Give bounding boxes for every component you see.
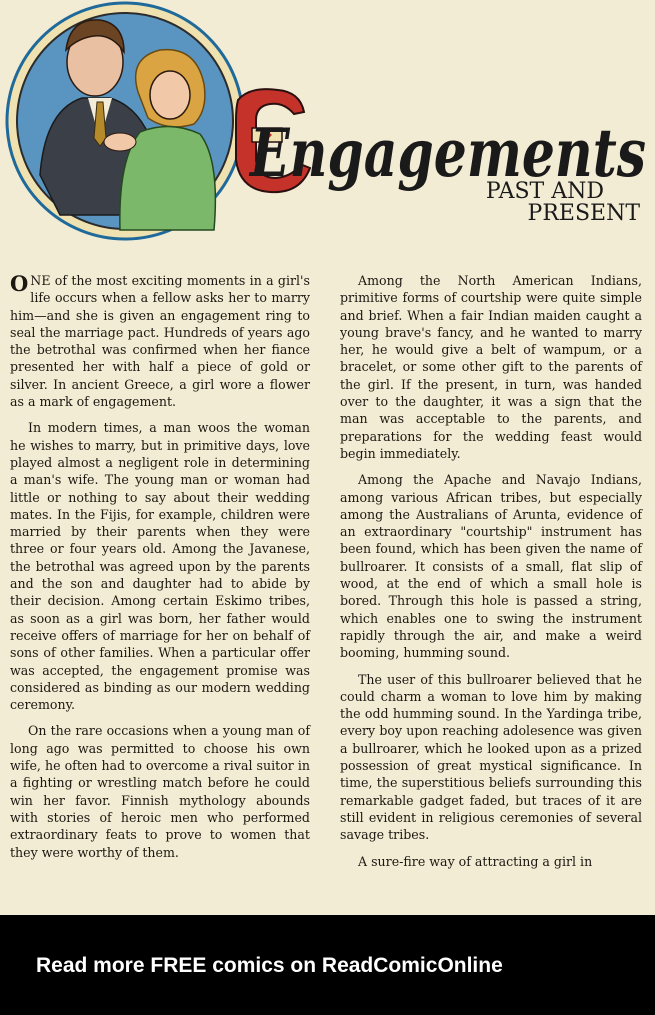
- title: Engagements: [248, 114, 646, 192]
- subtitle-line-1: PAST AND: [485, 179, 604, 204]
- subtitle-line-2: PRESENT: [527, 201, 640, 226]
- paragraph: A sure-fire way of attracting a girl in: [358, 853, 593, 869]
- paragraph: Among the North American Indians, primitive forms of courtship were quite simple and brief. When a fair Indian maiden caught a young brave's fancy, and he wanted to marry her, he would give a belt of wampum, or a bracelet, or some other gift to the parents of the girl. If the present, in turn, was handed over to the daughter, it was a sign that the man was acceptable to the parents, and preparations for the wedding feast would begin immediately.: [340, 273, 642, 461]
- paragraph: ONE of the most exciting moments in a girl's life occurs when a fellow asks her to marry him—and she is given an engagement ring to seal the marriage pact. Hundreds of years ago the betrothal was confirmed when her fiance presented her with half a piece of gold or silver. In ancient Greece, a girl wore a flower as a mark of engagement.: [10, 271, 310, 410]
- paragraph: In modern times, a man woos the woman he wishes to marry, but in primitive days, love played almost a negligent role in determining a man's wife. The young man or woman had little or nothing to say about their wedding mates. In the Fijis, for example, children were married by their parents when they were three or four years old. Among the Javanese, the betrothal was agreed upon by the parents and the son and daughter had to abide by their decision. Among certain Eskimo tribes, as soon as a girl was born, her father would receive offers of marriage for her on behalf of sons of other families. When a particular offer was accepted, the engagement promise was considered as binding as our modern wedding ceremony.: [10, 420, 310, 713]
- paragraph: The user of this bullroarer believed that he could charm a woman to love him by making the odd humming sound. In the Yardinga tribe, every boy upon reaching adolesence was given a bullroarer, which he looked upon as a prized possession of great mystical significance. In time, the superstitious beliefs surrounding this remarkable gadget faded, but traces of it are still evident in religious ceremonies of several savage tribes.: [340, 671, 642, 843]
- article-column-left: [10, 272, 310, 870]
- header-illustration: [0, 0, 655, 250]
- drop-cap: O: [10, 271, 29, 296]
- article-column-right: [340, 272, 642, 879]
- paragraph: On the rare occasions when a young man of long ago was permitted to choose his own wife, he often had to overcome a rival suitor in a fighting or wrestling match before he could win her favor. Finnish mythology abounds with stories of heroic men who performed extraordinary feats to prove to women that they were worthy of them.: [10, 723, 310, 860]
- paragraph: Among the Apache and Navajo Indians, among various African tribes, but especially among the Australians of Arunta, evidence of an extraordinary "courtship" instrument has been found, which has been given the name of bullroarer. It consists of a small, flat slip of wood, at the end of which a small hole is bored. Through this hole is passed a string, which enables one to swing the instrument rapidly through the air, and make a weird booming, humming sound.: [340, 472, 642, 661]
- read-more-link[interactable]: Read more FREE comics on ReadComicOnline: [36, 954, 503, 977]
